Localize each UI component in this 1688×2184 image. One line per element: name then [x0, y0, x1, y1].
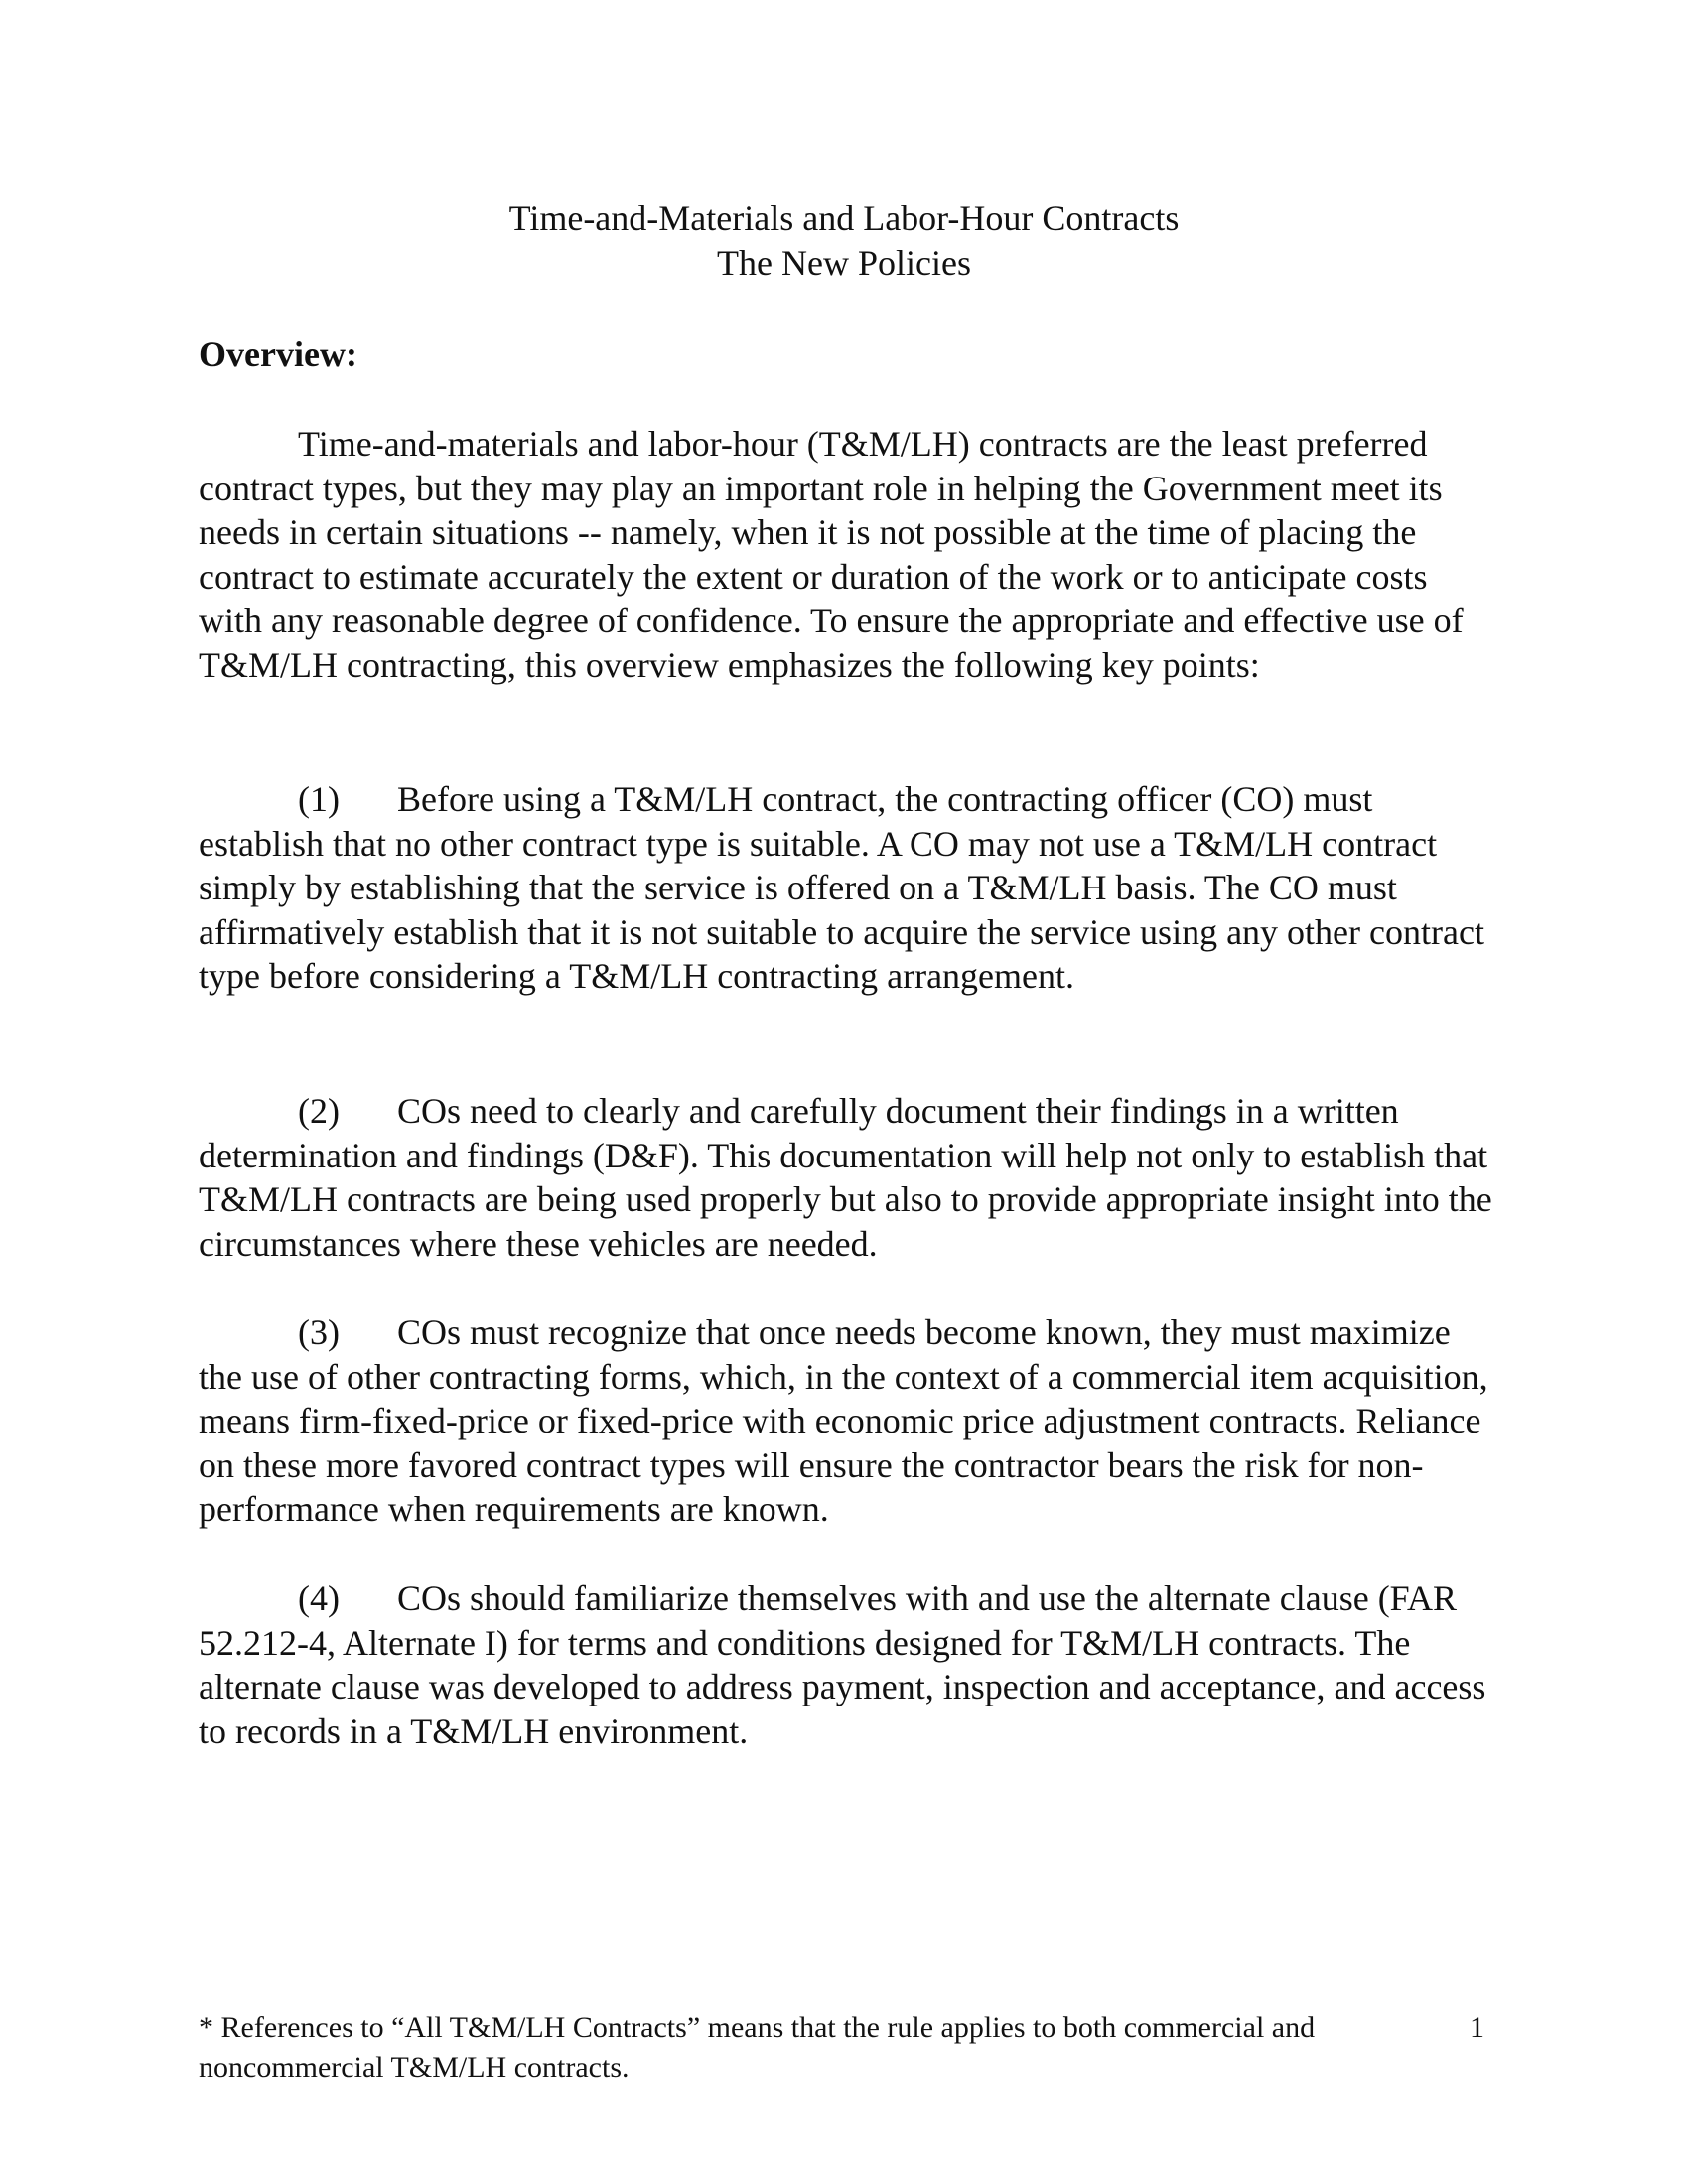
point-text: Before using a T&M/LH contract, the contracting officer (CO) must establish that no other contract type is suitable. A CO may not use a T&M/LH contract simply by establishing that the service is offered on a T&M/LH basis. The CO must affirmatively establish that it is not suitable to acquire the service using any other contract type before considering a T&M/LH contracting arrangement. [199, 779, 1484, 996]
point-number: (1) [298, 779, 340, 819]
page-number: 1 [1470, 2011, 1484, 2044]
key-point-2 [199, 1089, 1499, 1266]
key-point-3 [199, 1310, 1499, 1532]
point-text: COs should familiarize themselves with and use the alternate clause (FAR 52.212-4, Alternate I) for terms and conditions designed for T&M/LH contracts. The alternate clause was developed to address payment, inspection and acceptance, and access to records in a T&M/LH environment. [199, 1578, 1486, 1751]
point-text: COs must recognize that once needs become known, they must maximize the use of other contracting forms, which, in the context of a commercial item acquisition, means firm-fixed-price or fixed-price with economic price adjustment contracts. Reliance on these more favored contract types will ensure the contractor bears the risk for non-performance when requirements are known. [199, 1312, 1488, 1529]
key-point-1 [199, 777, 1499, 999]
point-number: (4) [298, 1578, 340, 1618]
point-number: (3) [298, 1312, 340, 1352]
section-heading: Overview: [199, 335, 357, 374]
key-point-4 [199, 1576, 1499, 1753]
document-title [0, 197, 1688, 286]
point-text: COs need to clearly and carefully document their findings in a written determination and findings (D&F). This documentation will help not only to establish that T&M/LH contracts are being used properly but also to provide appropriate insight into the circumstances where these vehicles are needed. [199, 1091, 1492, 1264]
footnote: * References to “All T&M/LH Contracts” means that the rule applies to both commercial and noncommercial T&M/LH contracts. [199, 2011, 1316, 2084]
point-number: (2) [298, 1091, 340, 1131]
title-line-1: Time-and-Materials and Labor-Hour Contracts [508, 199, 1180, 238]
intro-paragraph [199, 422, 1499, 687]
intro-text: Time-and-materials and labor-hour (T&M/LH) contracts are the least preferred contract types, but they may play an important role in helping the Government meet its needs in certain situations -- namely, when it is not possible at the time of placing the contract to estimate accurately the extent or duration of the work or to anticipate costs with any reasonable degree of confidence. To ensure the appropriate and effective use of T&M/LH contracting, this overview emphasizes the following key points: [199, 424, 1464, 685]
title-line-2: The New Policies [717, 243, 971, 283]
